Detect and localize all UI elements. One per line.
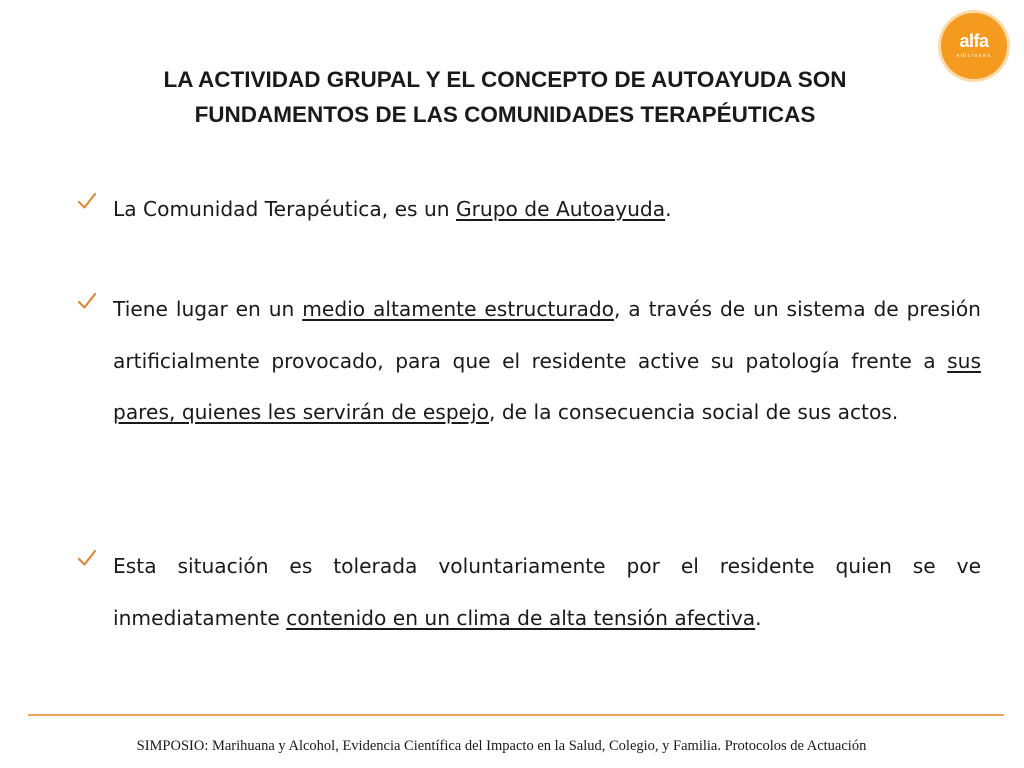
title-line-1: LA ACTIVIDAD GRUPAL Y EL CONCEPTO DE AUTOAYUDA SON — [163, 67, 847, 92]
check-icon — [76, 290, 98, 312]
footer-text: SIMPOSIO: Marihuana y Alcohol, Evidencia Científica del Impacto en la Salud, Colegio, y Familia. Protocolos de Actuación — [136, 738, 867, 754]
title-line-2: FUNDAMENTOS DE LAS COMUNIDADES TERAPÉUTICAS — [194, 102, 816, 127]
underlined-phrase: contenido en un clima de alta tensión afectiva — [286, 605, 756, 630]
underlined-phrase: sus pares, quienes les servirán de espejo — [113, 348, 981, 424]
bullet-text: Tiene lugar en un medio altamente estructurado, a través de un sistema de presión artificialmente provocado, para que el residente active su patología frente a sus pares, quienes les servirán de espejo, de la consecuencia social de sus actos. — [113, 297, 981, 424]
logo-text: alfa — [959, 31, 989, 51]
alfa-logo — [941, 13, 1007, 79]
bullet-item-2 — [76, 284, 981, 439]
underlined-phrase: Grupo de Autoayuda — [455, 197, 666, 221]
check-icon — [76, 190, 98, 212]
footer-divider — [28, 714, 1004, 716]
logo-subtext: ediciones — [956, 53, 992, 59]
slide-title — [80, 62, 930, 132]
check-icon — [76, 547, 98, 569]
underlined-phrase: medio altamente estructurado — [302, 297, 614, 321]
bullet-item-1 — [76, 184, 981, 236]
bullet-text: La Comunidad Terapéutica, es un Grupo de Autoayuda. — [113, 197, 672, 221]
bullet-text: Esta situación es tolerada voluntariamente por el residente quien se ve inmediatamente contenido en un clima de alta tensión afectiva. — [113, 554, 981, 630]
bullet-item-3 — [76, 541, 981, 644]
